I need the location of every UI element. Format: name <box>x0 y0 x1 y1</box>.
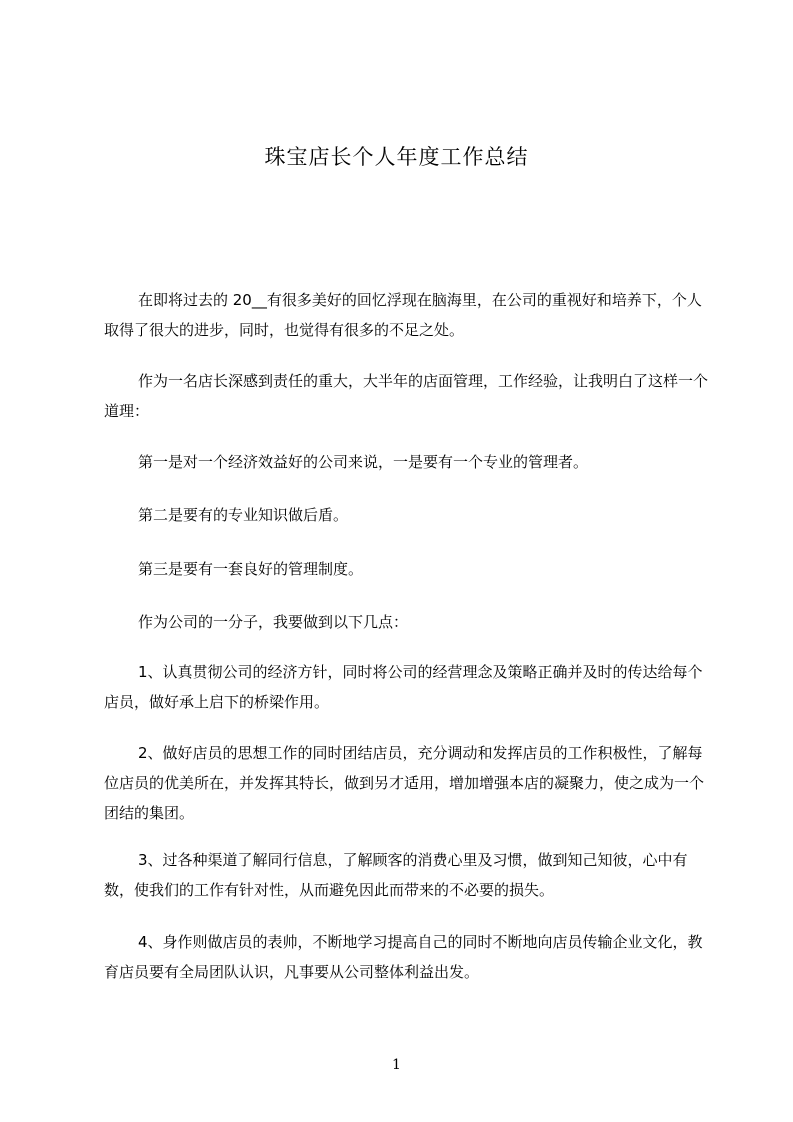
paragraph-item-1: 1、认真贯彻公司的经济方针，同时将公司的经营理念及策略正确并及时的传达给每个店员，做好承上启下的桥梁作用。 <box>104 663 703 711</box>
paragraph-item-3: 3、过各种渠道了解同行信息，了解顾客的消费心里及习惯，做到知己知彼，心中有数，使我们的工作有针对性，从而避免因此而带来的不必要的损失。 <box>104 851 688 899</box>
paragraph-point-second: 第二是要有的专业知识做后盾。 <box>138 506 349 524</box>
page-number: 1 <box>392 1057 401 1073</box>
paragraph-commitments-intro: 作为公司的一分子，我要做到以下几点： <box>138 613 409 631</box>
paragraph-intro: 在即将过去的 20__有很多美好的回忆浮现在脑海里，在公司的重视好和培养下，个人取得了很大的进步，同时，也觉得有很多的不足之处。 <box>104 291 702 339</box>
paragraph-responsibility: 作为一名店长深感到责任的重大，大半年的店面管理，工作经验，让我明白了这样一个道理： <box>104 372 709 420</box>
paragraph-item-2: 2、做好店员的思想工作的同时团结店员，充分调动和发挥店员的工作积极性，了解每位店员的优美所在，并发挥其特长，做到另才适用，增加增强本店的凝聚力，使之成为一个团结的集团。 <box>104 744 705 822</box>
document-title: 珠宝店长个人年度工作总结 <box>264 145 529 169</box>
paragraph-item-4: 4、身作则做店员的表帅，不断地学习提高自己的同时不断地向店员传输企业文化，教育店员要有全局团队认识，凡事要从公司整体利益出发。 <box>104 933 703 981</box>
paragraph-point-third: 第三是要有一套良好的管理制度。 <box>138 560 364 578</box>
paragraph-point-first: 第一是对一个经济效益好的公司来说，一是要有一个专业的管理者。 <box>138 453 589 471</box>
